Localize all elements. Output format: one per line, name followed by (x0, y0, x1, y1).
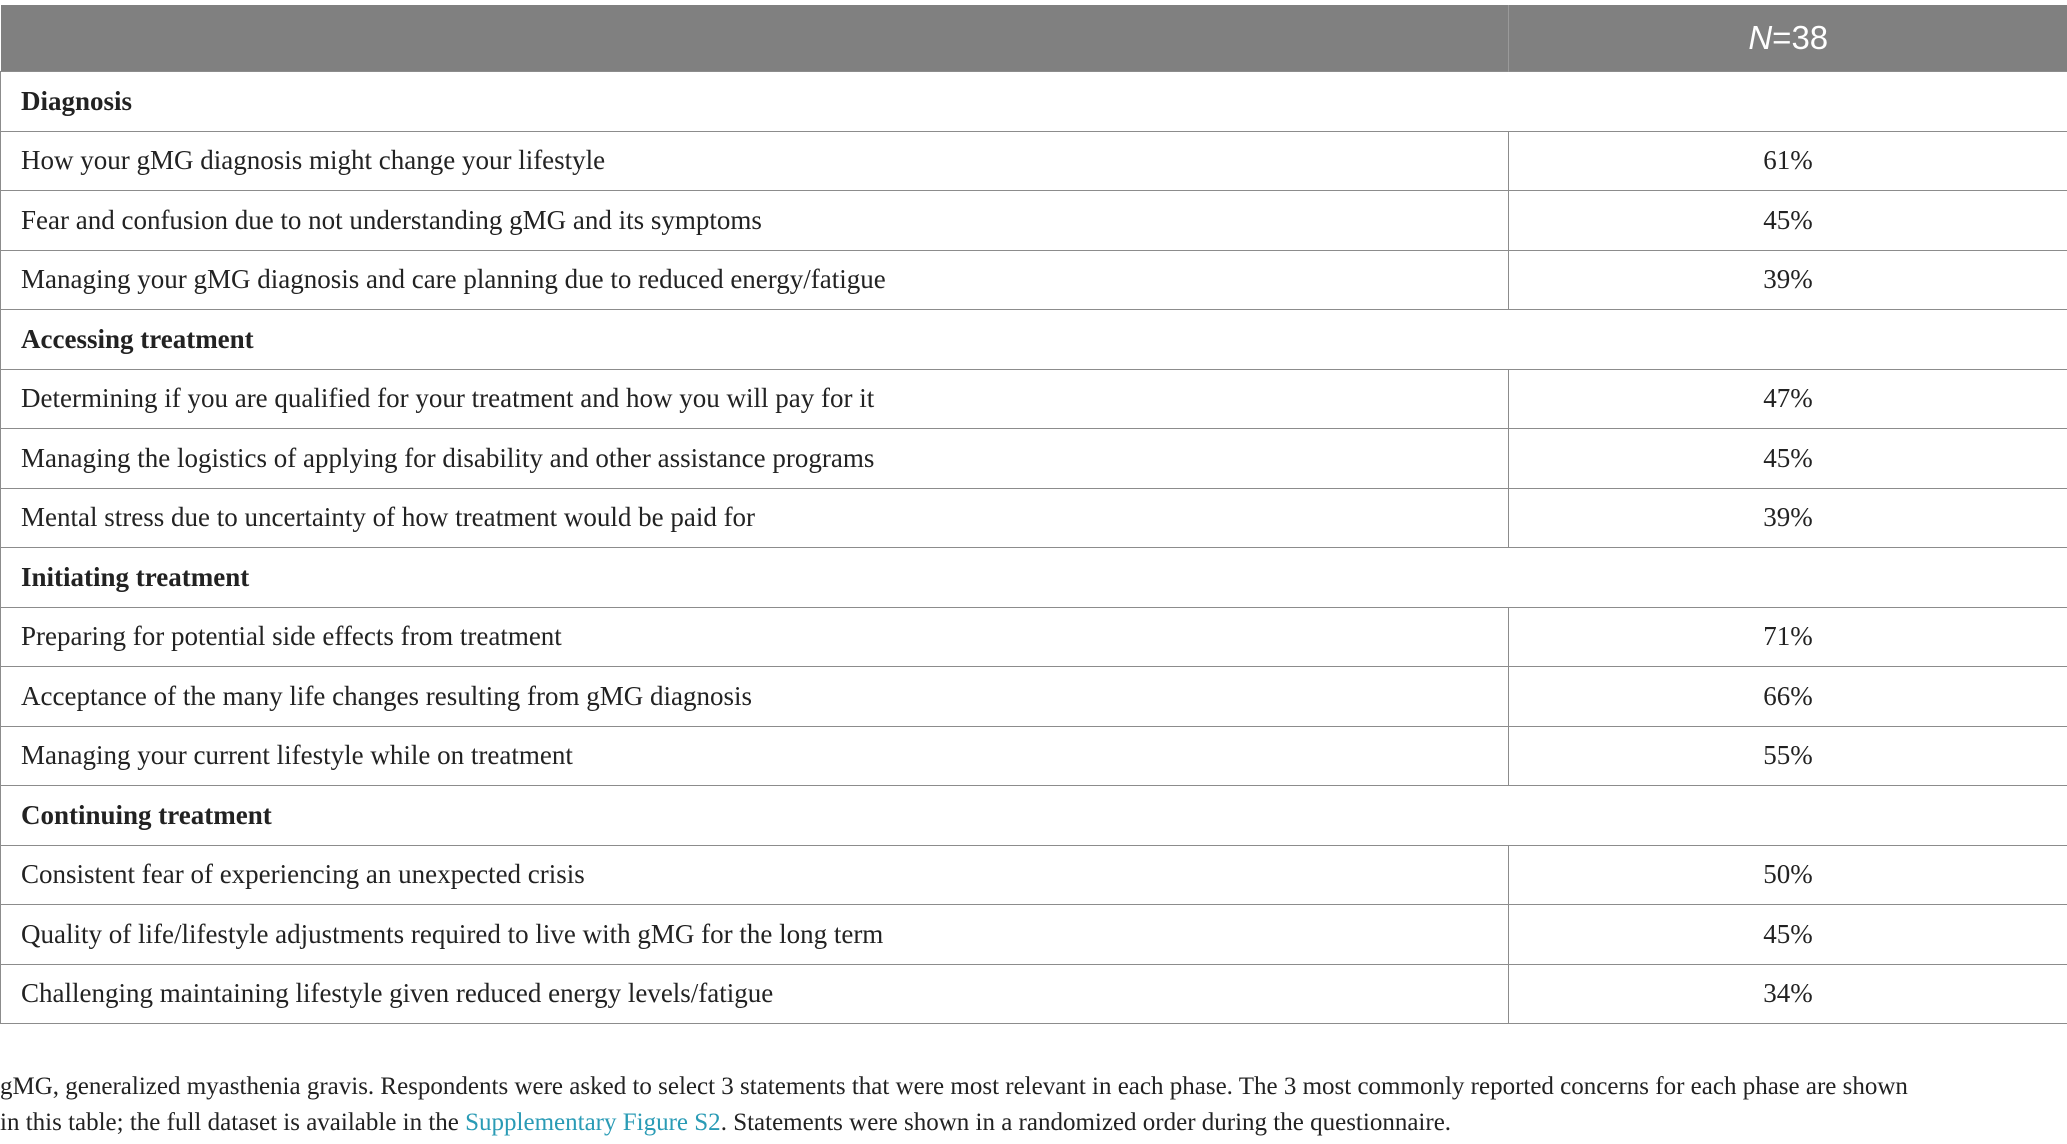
section-title: Accessing treatment (1, 310, 2067, 370)
row-value: 34% (1509, 964, 2067, 1024)
table-body (1, 72, 2067, 1024)
section-title: Initiating treatment (1, 548, 2067, 608)
table-row (1, 667, 2067, 727)
row-label: Managing the logistics of applying for disability and other assistance programs (1, 429, 1509, 489)
table-row (1, 845, 2067, 905)
table-row (1, 488, 2067, 548)
row-value: 45% (1509, 191, 2067, 251)
section-row-diagnosis (1, 72, 2067, 132)
supplementary-figure-link[interactable]: Supplementary Figure S2 (465, 1109, 721, 1136)
row-value: 55% (1509, 726, 2067, 786)
table-row (1, 191, 2067, 251)
header-n-cell (1509, 5, 2067, 72)
row-value: 66% (1509, 667, 2067, 727)
results-table (0, 5, 2067, 1024)
row-label: Managing your current lifestyle while on treatment (1, 726, 1509, 786)
table-row (1, 726, 2067, 786)
row-label: Determining if you are qualified for your treatment and how you will pay for it (1, 369, 1509, 429)
row-value: 45% (1509, 905, 2067, 965)
row-label: How your gMG diagnosis might change your lifestyle (1, 131, 1509, 191)
footnote-text-before-link: in this table; the full dataset is available in the (0, 1109, 466, 1136)
section-row-accessing-treatment (1, 310, 2067, 370)
table-row (1, 607, 2067, 667)
row-value: 45% (1509, 429, 2067, 489)
row-label: Managing your gMG diagnosis and care planning due to reduced energy/fatigue (1, 250, 1509, 310)
table-row (1, 131, 2067, 191)
section-row-continuing-treatment (1, 786, 2067, 846)
header-row (1, 5, 2067, 72)
n-symbol: N (1748, 19, 1773, 56)
section-row-initiating-treatment (1, 548, 2067, 608)
row-value: 39% (1509, 250, 2067, 310)
row-label: Challenging maintaining lifestyle given reduced energy levels/fatigue (1, 964, 1509, 1024)
table-header (1, 5, 2067, 72)
row-value: 47% (1509, 369, 2067, 429)
row-value: 50% (1509, 845, 2067, 905)
footnote-line-2 (0, 1105, 2067, 1141)
row-label: Quality of life/lifestyle adjustments required to live with gMG for the long term (1, 905, 1509, 965)
n-value: =38 (1772, 19, 1829, 56)
row-label: Mental stress due to uncertainty of how treatment would be paid for (1, 488, 1509, 548)
table-row (1, 964, 2067, 1024)
section-title: Continuing treatment (1, 786, 2067, 846)
footnote-line-1: gMG, generalized myasthenia gravis. Respondents were asked to select 3 statements that were most relevant in each phase. The 3 most commonly reported concerns for each phase are shown (0, 1073, 1908, 1100)
header-label-cell (1, 5, 1509, 72)
results-table-container (0, 5, 2067, 1024)
footnote-text-after-link: . Statements were shown in a randomized order during the questionnaire. (720, 1109, 1452, 1136)
row-label: Consistent fear of experiencing an unexpected crisis (1, 845, 1509, 905)
section-title: Diagnosis (1, 72, 2067, 132)
row-label: Preparing for potential side effects from treatment (1, 607, 1509, 667)
row-value: 61% (1509, 131, 2067, 191)
row-label: Fear and confusion due to not understanding gMG and its symptoms (1, 191, 1509, 251)
table-row (1, 250, 2067, 310)
table-row (1, 905, 2067, 965)
row-value: 71% (1509, 607, 2067, 667)
row-value: 39% (1509, 488, 2067, 548)
table-row (1, 369, 2067, 429)
table-footnote (0, 1069, 2067, 1141)
table-row (1, 429, 2067, 489)
row-label: Acceptance of the many life changes resulting from gMG diagnosis (1, 667, 1509, 727)
